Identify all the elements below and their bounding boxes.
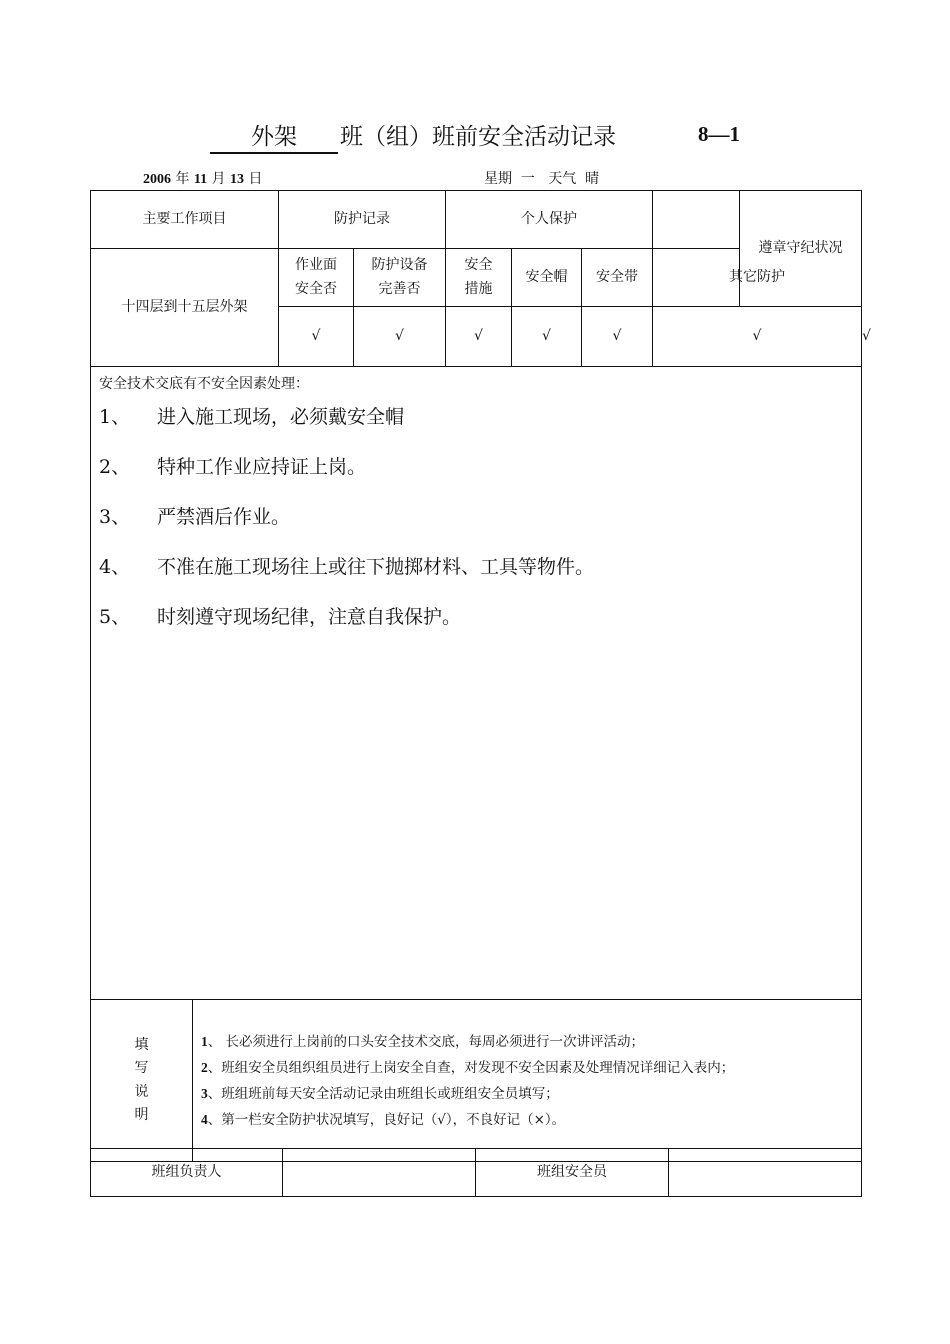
instruction-number: 1 [201, 1033, 208, 1049]
instruction-item [201, 1055, 861, 1081]
notes-item-text: 特种工作业应持证上岗。 [157, 456, 367, 479]
weather-value: 晴 [585, 171, 600, 187]
weekday-label: 星期 [484, 171, 512, 187]
check-protection-device: √ [354, 307, 446, 367]
subheader-safety-measures-line2: 措施 [464, 280, 493, 297]
check-other: √ [653, 307, 862, 367]
title-text: 班（组）班前安全活动记录 [340, 124, 616, 150]
subheader-belt: 安全带 [582, 249, 653, 307]
notes-item-number: 2、 [99, 456, 131, 479]
header-main-work: 主要工作项目 [91, 191, 279, 249]
form-code: 8—1 [698, 122, 740, 146]
check-safety-measures: √ [446, 307, 512, 367]
subheader-helmet: 安全帽 [512, 249, 582, 307]
notes-item-text: 时刻遵守现场纪律，注意自我保护。 [157, 606, 462, 629]
instruction-text: 、班组安全员组织组员进行上岗安全自查，对发现不安全因素及处理情况详细记入表内； [207, 1059, 735, 1076]
check-helmet: √ [512, 307, 582, 367]
team-name-field [210, 118, 338, 154]
safety-officer-label: 班组安全员 [476, 1149, 669, 1197]
notes-item-text: 进入施工现场，必须戴安全帽 [157, 406, 405, 429]
header-personal-blank [653, 191, 740, 249]
leader-signature-field[interactable] [283, 1149, 476, 1197]
subheader-work-surface [279, 249, 354, 307]
subheader-other: 其它防护 [653, 249, 862, 307]
weather-label: 天气 [548, 171, 577, 187]
date-month: 11 [193, 172, 208, 187]
date-day-unit: 日 [248, 171, 263, 187]
instructions-label-char: 明 [134, 1106, 149, 1123]
instruction-number: 3 [201, 1085, 208, 1101]
activity-record-table: 主要工作项目 防护记录 个人保护 遵章守纪状况 十四层到十五层外架 作业面 安全否 防护设备 完善否 安全 措施 安全帽 安全带 其它防护 √ √ √ √ √ √ √ 安全技术交底有不安全因素处理： 1、 进入施工现场，必须戴安全帽 2、 特种工作业应持证上岗。 3、 严禁酒后作业。 4、 不准在施工现场往上或往下抛掷材料、工具等物件。 5、 时刻遵守现场纪律，注意自我保护。 填 写 说 明 1、 长必须进行上岗前的口头安全技术交底，每周必须进行一次讲评活动； 2、班组安全员组织组员进行上岗安全自查，对发现不安全因素及处理情况详细记入表内； 3、班组班前每天安全活动记录由班组长或班组安全员填写； 4、第一栏安全防护状况填写，良好记（√），不良好记（×）。 [90, 190, 862, 1162]
instructions-text [193, 1000, 862, 1162]
notes-item-number: 5、 [99, 606, 131, 629]
instruction-number: 2 [201, 1059, 208, 1075]
subheader-safety-measures-line1: 安全 [464, 257, 493, 274]
notes-item [99, 552, 853, 602]
header-personal-protection: 个人保护 [446, 191, 653, 249]
notes-item [99, 452, 853, 502]
date-day: 13 [230, 172, 245, 187]
notes-item [99, 502, 853, 552]
notes-item [99, 402, 853, 452]
safety-notes-cell [91, 367, 862, 1000]
notes-item-number: 3、 [99, 506, 131, 529]
instruction-text: 、班组班前每天安全活动记录由班组长或班组安全员填写； [207, 1085, 559, 1102]
subheader-protection-device-line1: 防护设备 [371, 257, 428, 274]
instruction-item [201, 1029, 861, 1055]
instruction-item [201, 1107, 861, 1133]
notes-item-number: 1、 [99, 406, 131, 429]
header-rule-compliance: 遵章守纪状况 [740, 191, 862, 307]
date-year: 2006 [143, 172, 171, 187]
notes-item-number: 4、 [99, 556, 131, 579]
notes-heading: 安全技术交底有不安全因素处理： [99, 376, 309, 392]
weekday-value: 一 [520, 171, 535, 187]
signature-table [90, 1148, 862, 1197]
safety-officer-signature-field[interactable] [669, 1149, 862, 1197]
date-field [143, 168, 263, 188]
instruction-number: 4 [201, 1111, 208, 1127]
subheader-work-surface-line2: 安全否 [295, 280, 337, 297]
instructions-label [91, 1000, 193, 1162]
leader-label: 班组负责人 [91, 1149, 283, 1197]
check-belt: √ [582, 307, 653, 367]
weekday-weather-field [484, 168, 599, 188]
check-work-surface: √ [279, 307, 354, 367]
instructions-label-char: 写 [134, 1060, 149, 1077]
notes-item-text: 不准在施工现场往上或往下抛掷材料、工具等物件。 [157, 556, 595, 579]
notes-item [99, 602, 853, 652]
instruction-text: 、第一栏安全防护状况填写，良好记（√），不良好记（×）。 [207, 1111, 566, 1128]
subheader-work-surface-line1: 作业面 [295, 257, 337, 274]
instructions-label-char: 说 [134, 1083, 149, 1100]
instruction-item [201, 1081, 861, 1107]
notes-item-text: 严禁酒后作业。 [157, 506, 291, 529]
subheader-safety-measures [446, 249, 512, 307]
date-month-unit: 月 [211, 171, 226, 187]
instructions-label-char: 填 [134, 1037, 149, 1054]
date-year-unit: 年 [175, 171, 190, 187]
document-title [210, 118, 770, 158]
instruction-text: 、 长必须进行上岗前的口头安全技术交底，每周必须进行一次讲评活动； [207, 1033, 645, 1050]
team-name-value: 外架 [251, 124, 297, 150]
header-protection-record: 防护记录 [279, 191, 446, 249]
subheader-protection-device-line2: 完善否 [378, 280, 421, 297]
subheader-protection-device [354, 249, 446, 307]
work-item-cell: 十四层到十五层外架 [91, 249, 279, 367]
